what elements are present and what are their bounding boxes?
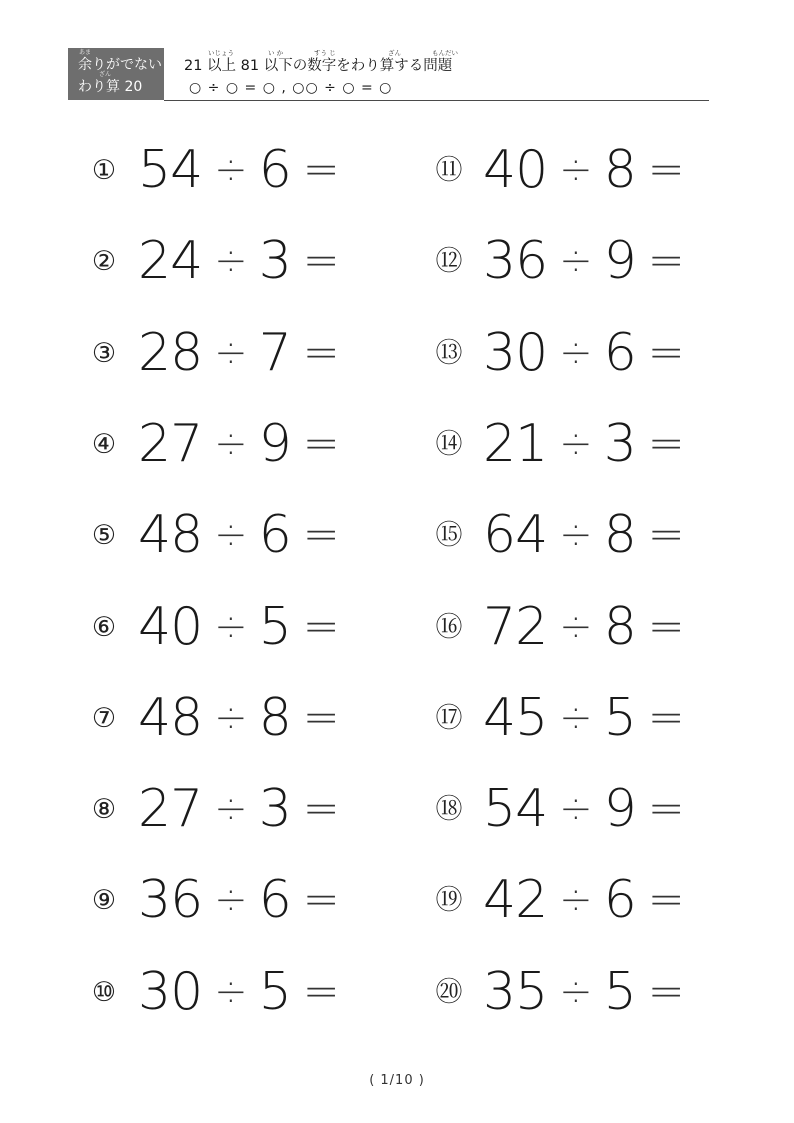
ruby-zan: ざん — [388, 49, 401, 57]
dividend: 42 — [483, 870, 548, 931]
problem-number: ⑨ — [91, 885, 117, 917]
equals-sign: = — [647, 144, 684, 195]
division-expression — [483, 779, 684, 839]
division-sign: ÷ — [559, 877, 592, 924]
equals-sign: = — [647, 326, 684, 378]
division-sign: ÷ — [214, 238, 247, 285]
divisor: 8 — [603, 140, 636, 200]
dividend: 27 — [138, 413, 203, 474]
dividend: 54 — [138, 140, 203, 200]
equals-sign: = — [302, 874, 339, 926]
divisor: 6 — [258, 505, 291, 566]
division-expression — [138, 597, 339, 657]
dividend: 48 — [138, 687, 203, 748]
divisor: 3 — [603, 413, 636, 474]
equals-sign: = — [302, 326, 339, 378]
division-expression — [138, 962, 339, 1022]
division-expression — [138, 779, 339, 839]
dividend: 40 — [483, 140, 548, 200]
problem-number: ③ — [91, 337, 117, 369]
division-sign: ÷ — [214, 694, 247, 741]
division-expression — [138, 870, 339, 930]
title-line2-ruby: ざん — [99, 71, 112, 78]
division-expression — [138, 231, 339, 291]
ruby-mondai: もんだい — [432, 49, 458, 57]
divisor: 8 — [258, 687, 291, 748]
worksheet-description: 21 以上 81 以下の数字をわり算する問題 — [184, 58, 453, 74]
problem-number: ⑥ — [91, 611, 117, 643]
division-sign: ÷ — [559, 329, 592, 376]
problem-number: ⑦ — [91, 702, 117, 734]
ruby-ijou: いじょう — [208, 49, 234, 57]
division-expression — [138, 688, 339, 748]
dividend: 72 — [483, 596, 548, 657]
equals-sign: = — [302, 235, 339, 287]
equals-sign: = — [302, 600, 339, 652]
problem-number: ⑫ — [435, 246, 463, 278]
division-expression — [483, 505, 684, 565]
division-sign: ÷ — [559, 420, 592, 467]
division-sign: ÷ — [559, 694, 592, 741]
problem-number: ⑩ — [91, 976, 117, 1008]
dividend: 21 — [483, 413, 548, 474]
divisor: 6 — [258, 870, 291, 931]
equals-sign: = — [647, 874, 684, 926]
division-sign: ÷ — [559, 603, 592, 650]
equals-sign: = — [647, 965, 684, 1017]
divisor: 5 — [258, 961, 291, 1022]
problem-number: ⑯ — [435, 611, 463, 643]
worksheet-title: 余りがでない — [78, 57, 162, 73]
dividend: 54 — [483, 779, 548, 840]
problem-number: ⑤ — [91, 520, 117, 552]
division-sign: ÷ — [559, 786, 592, 833]
dividend: 48 — [138, 505, 203, 566]
division-sign: ÷ — [214, 786, 247, 833]
problem-number: ⑱ — [435, 794, 463, 826]
problem-number: ⑭ — [435, 428, 463, 460]
division-expression — [483, 414, 684, 474]
worksheet-subtitle: わり算 20 — [78, 79, 143, 95]
division-expression — [483, 597, 684, 657]
divisor: 6 — [603, 870, 636, 931]
dividend: 30 — [138, 961, 203, 1022]
ruby-suuji: すう じ — [314, 49, 336, 57]
dividend: 28 — [138, 322, 203, 383]
problem-number: ① — [91, 155, 117, 186]
dividend: 27 — [138, 779, 203, 840]
division-expression — [483, 323, 684, 383]
dividend: 40 — [138, 596, 203, 657]
ruby-ika: い か — [268, 49, 284, 57]
divisor: 7 — [258, 322, 291, 383]
division-expression — [483, 140, 684, 200]
equals-sign: = — [647, 235, 684, 287]
dividend: 30 — [483, 322, 548, 383]
division-expression — [483, 231, 684, 291]
divisor: 5 — [603, 687, 636, 748]
divisor: 6 — [603, 322, 636, 383]
equals-sign: = — [647, 417, 684, 469]
problem-number: ⑮ — [435, 520, 463, 552]
divisor: 9 — [603, 231, 636, 292]
division-expression — [483, 870, 684, 930]
divisor: 5 — [258, 596, 291, 657]
problem-number: ⑰ — [435, 702, 463, 734]
title-ruby: あま — [79, 49, 92, 56]
problem-number: ⑬ — [435, 337, 463, 369]
division-sign: ÷ — [559, 512, 592, 559]
equals-sign: = — [302, 783, 339, 835]
division-sign: ÷ — [214, 877, 247, 924]
division-expression — [138, 323, 339, 383]
division-expression — [483, 688, 684, 748]
division-expression — [138, 140, 339, 200]
equals-sign: = — [647, 600, 684, 652]
division-sign: ÷ — [214, 329, 247, 376]
dividend: 64 — [483, 505, 548, 566]
problem-number: ⑪ — [435, 155, 463, 186]
division-sign: ÷ — [214, 603, 247, 650]
division-sign: ÷ — [214, 147, 247, 193]
dividend: 24 — [138, 231, 203, 292]
divisor: 3 — [258, 231, 291, 292]
equals-sign: = — [302, 965, 339, 1017]
dividend: 36 — [138, 870, 203, 931]
division-sign: ÷ — [214, 512, 247, 559]
problem-number: ⑧ — [91, 794, 117, 826]
division-expression — [483, 962, 684, 1022]
division-expression — [138, 414, 339, 474]
divisor: 8 — [603, 596, 636, 657]
problem-number: ⑲ — [435, 885, 463, 917]
problem-number: ⑳ — [435, 976, 463, 1008]
dividend: 35 — [483, 961, 548, 1022]
page-number: ( 1/10 ) — [369, 1073, 425, 1088]
division-sign: ÷ — [214, 420, 247, 467]
equals-sign: = — [302, 691, 339, 743]
divisor: 8 — [603, 505, 636, 566]
equals-sign: = — [302, 144, 339, 195]
divisor: 6 — [258, 140, 291, 200]
dividend: 45 — [483, 687, 548, 748]
equals-sign: = — [647, 783, 684, 835]
division-sign: ÷ — [559, 147, 592, 193]
dividend: 36 — [483, 231, 548, 292]
divisor: 5 — [603, 961, 636, 1022]
worksheet-pattern: ○ ÷ ○ = ○ , ○○ ÷ ○ = ○ — [189, 80, 393, 96]
division-sign: ÷ — [559, 968, 592, 1015]
problem-number: ④ — [91, 428, 117, 460]
division-sign: ÷ — [214, 968, 247, 1015]
equals-sign: = — [647, 509, 684, 561]
division-expression — [138, 505, 339, 565]
divisor: 9 — [603, 779, 636, 840]
divisor: 9 — [258, 413, 291, 474]
equals-sign: = — [302, 509, 339, 561]
problem-number: ② — [91, 246, 117, 278]
equals-sign: = — [647, 691, 684, 743]
division-sign: ÷ — [559, 238, 592, 285]
equals-sign: = — [302, 417, 339, 469]
divisor: 3 — [258, 779, 291, 840]
